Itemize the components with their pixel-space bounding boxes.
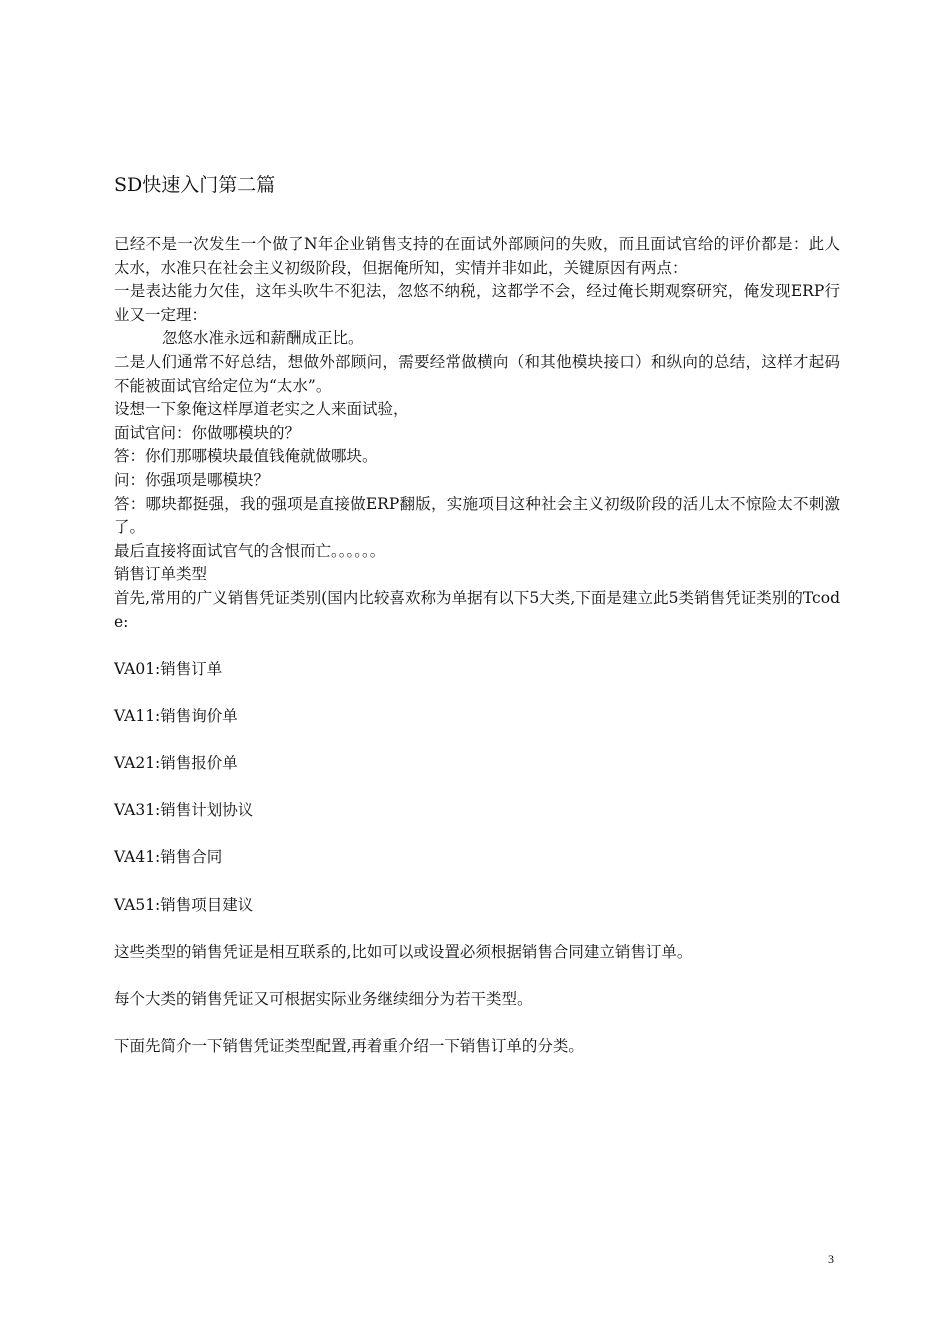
dialogue-line: 答：哪块都挺强，我的强项是直接做ERP翻版，实施项目这种社会主义初级阶段的活儿太不惊险太不刺激了。 xyxy=(114,494,840,537)
document-title: SD快速入门第二篇 xyxy=(114,174,276,196)
tcode-item: VA21:销售报价单 xyxy=(114,754,238,773)
paragraph-tcode-intro: 首先,常用的广义销售凭证类别(国内比较喜欢称为单据有以下5大类,下面是建立此5类销售凭证类别的Tcode: xyxy=(114,588,840,631)
paragraph-theorem: 忽悠水准永远和薪酬成正比。 xyxy=(162,329,364,348)
paragraph-conclusion: 最后直接将面试官气的含恨而亡。。。。。。 xyxy=(114,541,386,560)
document-body xyxy=(114,233,840,1059)
tcode-item: VA41:销售合同 xyxy=(114,848,223,867)
section-heading: 销售订单类型 xyxy=(114,565,208,584)
tcode-item: VA01:销售订单 xyxy=(114,659,223,678)
closing-paragraph: 这些类型的销售凭证是相互联系的,比如可以或设置必须根据销售合同建立销售订单。 xyxy=(114,942,693,961)
tcode-item: VA11:销售询价单 xyxy=(114,706,238,725)
closing-paragraph: 下面先简介一下销售凭证类型配置,再着重介绍一下销售订单的分类。 xyxy=(114,1037,584,1056)
closing-paragraph: 每个大类的销售凭证又可根据实际业务继续细分为若干类型。 xyxy=(114,990,533,1008)
paragraph-point-one: 一是表达能力欠佳，这年头吹牛不犯法，忽悠不纳税，这都学不会，经过俺长期观察研究，俺发现ERP行业又一定理： xyxy=(114,282,840,324)
page-number: 3 xyxy=(828,1252,834,1266)
paragraph-point-two: 二是人们通常不好总结，想做外部顾问，需要经常做横向（和其他模块接口）和纵向的总结，这样才起码不能被面试官给定位为“太水”。 xyxy=(114,352,840,395)
dialogue-line: 面试官问：你做哪模块的？ xyxy=(114,423,301,442)
paragraph-intro: 已经不是一次发生一个做了N年企业销售支持的在面试外部顾问的失败，而且面试官给的评价都是：此人太水，水准只在社会主义初级阶段，但据俺所知，实情并非如此，关键原因有两点： xyxy=(114,235,840,277)
tcode-item: VA31:销售计划协议 xyxy=(114,801,254,820)
paragraph-scenario: 设想一下象俺这样厚道老实之人来面试验， xyxy=(114,400,409,419)
dialogue-line: 问：你强项是哪模块？ xyxy=(114,470,270,489)
dialogue-line: 答：你们那哪模块最值钱俺就做哪块。 xyxy=(114,447,378,466)
tcode-item: VA51:销售项目建议 xyxy=(114,895,254,914)
